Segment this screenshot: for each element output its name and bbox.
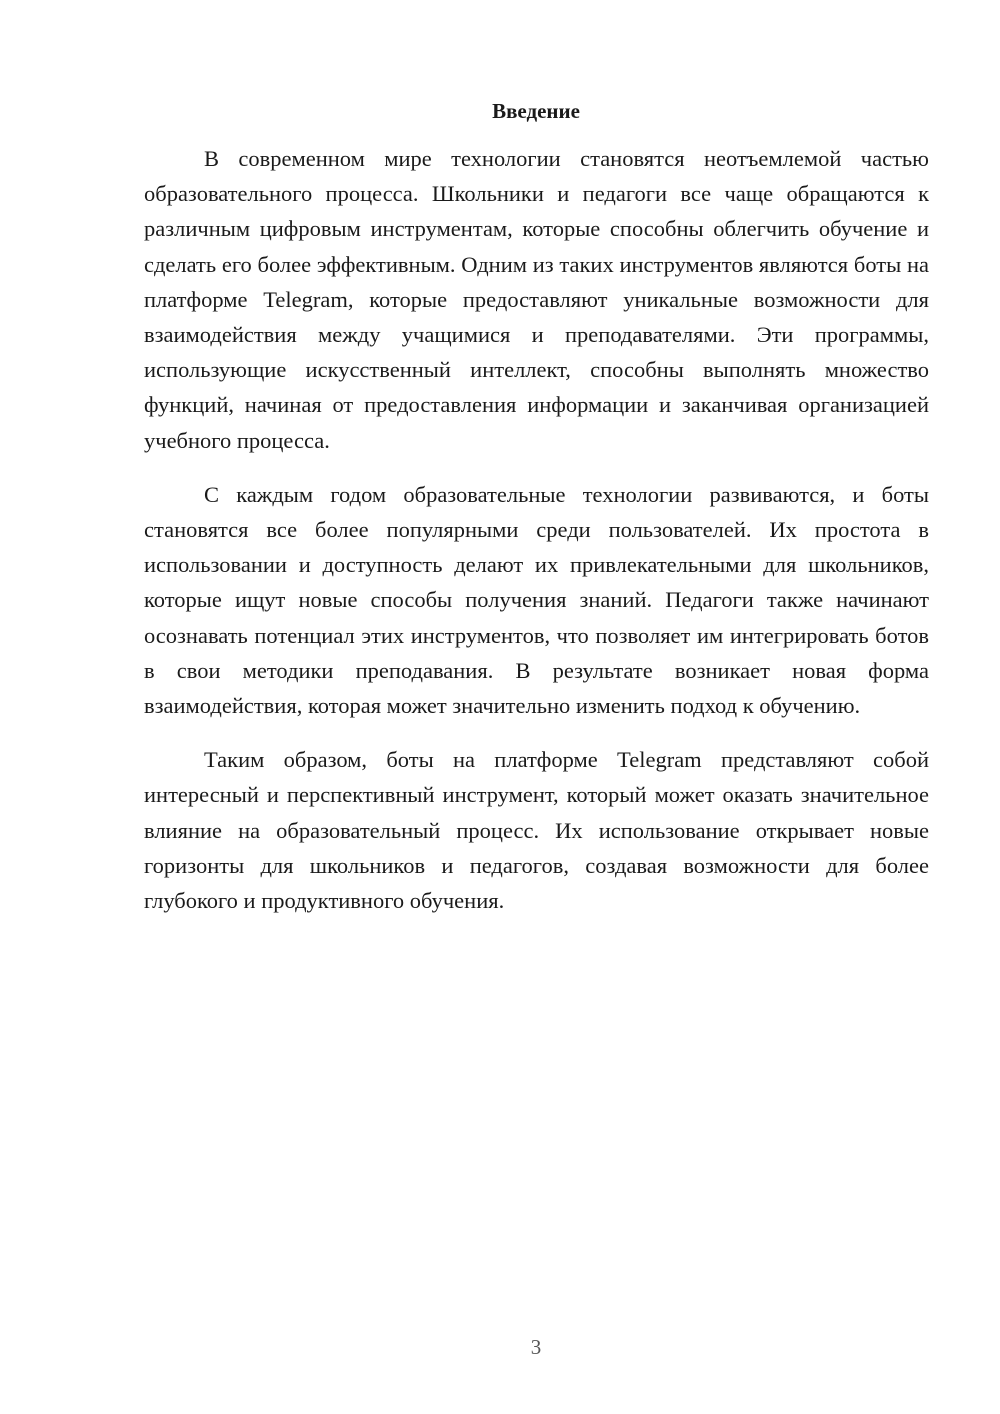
page-number: 3 [530, 1335, 542, 1359]
body-text [144, 141, 929, 918]
section-title: Введение [492, 99, 580, 123]
paragraph-3: Таким образом, боты на платформе Telegram представляют собой интересный и перспективный инструмент, который может оказать значительное влияние на образовательный процесс. Их использование открывает новые горизонты для школьников и педагогов, создавая возможности для более глубокого и продуктивного обучения. [144, 747, 929, 914]
paragraph-1: В современном мире технологии становятся неотъемлемой частью образовательного процесса. Школьники и педагоги все чаще обращаются к различным цифровым инструментам, которые способны облегчить обучение и сделать его более эффективным. Одним из таких инструментов являются боты на платформе Telegram, которые предоставляют уникальные возможности для взаимодействия между учащимися и преподавателями. Эти программы, использующие искусственный интеллект, способны выполнять множество функций, начиная от предоставления информации и заканчивая организацией учебного процесса. [144, 146, 929, 453]
paragraph-2: С каждым годом образовательные технологии развиваются, и боты становятся все более популярными среди пользователей. Их простота в использовании и доступность делают их привлекательными для школьников, которые ищут новые способы получения знаний. Педагоги также начинают осознавать потенциал этих инструментов, что позволяет им интегрировать ботов в свои методики преподавания. В результате возникает новая форма взаимодействия, которая может значительно изменить подход к обучению. [144, 481, 929, 719]
